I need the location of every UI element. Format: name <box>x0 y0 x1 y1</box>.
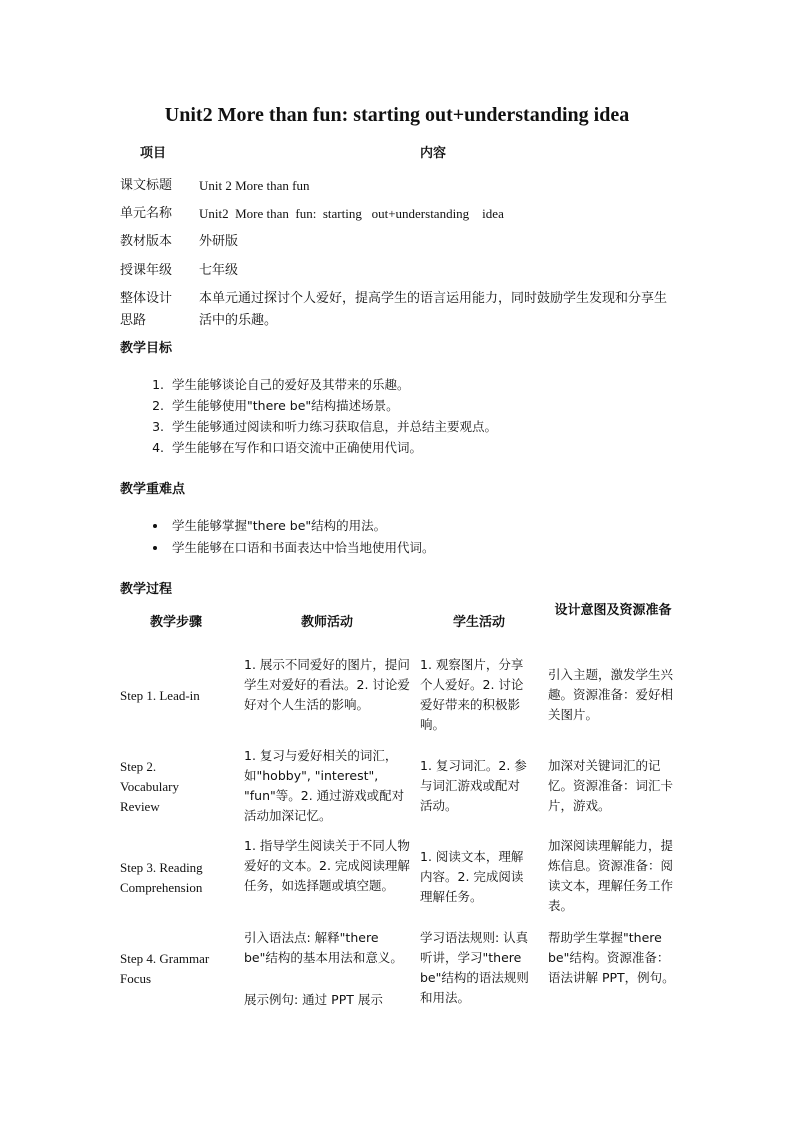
table-cell-student: 1. 观察图片，分享个人爱好。2. 讨论爱好带来的积极影响。 <box>420 657 524 732</box>
goals-heading: 教学目标 <box>120 341 173 356</box>
table-cell-teacher-continued: 展示例句: 通过 PPT 展示 <box>244 992 383 1007</box>
table-cell-teacher: 1. 复习与爱好相关的词汇，如"hobby", "interest", "fun"等。2. 通过游戏或配对活动加深记忆。 <box>244 748 405 823</box>
table-cell-student: 1. 阅读文本，理解内容。2. 完成阅读理解任务。 <box>420 849 524 904</box>
table-cell-step: Step 4. Grammar Focus <box>120 951 210 986</box>
goals-list <box>120 374 728 458</box>
column-header-student: 学生活动 <box>452 615 505 630</box>
info-label: 整体设计思路 <box>120 291 173 328</box>
table-cell-student: 1. 复习词汇。2. 参与词汇游戏或配对活动。 <box>420 758 527 813</box>
info-header-content: 内容 <box>420 146 447 161</box>
info-label: 单元名称 <box>120 206 173 221</box>
table-cell-intent: 引入主题，激发学生兴趣。资源准备：爱好相关图片。 <box>548 667 674 722</box>
page-title: Unit2 More than fun: starting out+understanding idea <box>164 104 630 126</box>
keypoints-list <box>120 515 728 559</box>
table-cell-intent: 加深阅读理解能力，提炼信息。资源准备：阅读文本，理解任务工作表。 <box>548 838 674 913</box>
table-cell-student: 学习语法规则: 认真听讲，学习"there be"结构的语法规则和用法。 <box>420 930 529 1005</box>
info-value: 外研版 <box>199 234 239 249</box>
table-cell-intent: 加深对关键词汇的记忆。资源准备：词汇卡片，游戏。 <box>548 758 674 813</box>
table-cell-teacher: 1. 展示不同爱好的图片，提问学生对爱好的看法。2. 讨论爱好对个人生活的影响。 <box>244 657 410 712</box>
list-item: • 学生能够掌握"there be"结构的用法。 <box>168 515 728 537</box>
info-header-item: 项目 <box>140 146 167 161</box>
keypoints-heading: 教学重难点 <box>120 482 186 497</box>
column-header-teacher: 教师活动 <box>300 615 353 630</box>
table-cell-step: Step 1. Lead-in <box>120 688 200 703</box>
info-value: 本单元通过探讨个人爱好，提高学生的语言运用能力，同时鼓励学生发现和分享生活中的乐趣。 <box>199 291 668 328</box>
table-cell-step: Step 2. Vocabulary Review <box>120 759 179 814</box>
process-heading: 教学过程 <box>120 582 173 597</box>
list-item: 3. 学生能够通过阅读和听力练习获取信息，并总结主要观点。 <box>168 416 728 437</box>
list-item: • 学生能够在口语和书面表达中恰当地使用代词。 <box>168 537 728 559</box>
info-label: 授课年级 <box>120 263 173 278</box>
table-cell-step: Step 3. Reading Comprehension <box>120 860 203 895</box>
info-value: Unit 2 More than fun <box>199 178 310 193</box>
column-header-step: 教学步骤 <box>149 615 202 630</box>
table-cell-teacher: 引入语法点: 解释"there be"结构的基本用法和意义。 <box>244 930 403 965</box>
column-header-intent: 设计意图及资源准备 <box>554 603 672 618</box>
info-label: 课文标题 <box>120 178 173 193</box>
list-item: 1. 学生能够谈论自己的爱好及其带来的乐趣。 <box>168 374 728 395</box>
table-cell-intent: 帮助学生掌握"there be"结构。资源准备：语法讲解 PPT，例句。 <box>548 930 675 985</box>
list-item: 4. 学生能够在写作和口语交流中正确使用代词。 <box>168 437 728 458</box>
list-item: 2. 学生能够使用"there be"结构描述场景。 <box>168 395 728 416</box>
info-value: Unit2 More than fun: starting out+understanding idea <box>199 206 504 221</box>
info-label: 教材版本 <box>120 234 173 249</box>
info-value: 七年级 <box>199 263 239 278</box>
table-cell-teacher: 1. 指导学生阅读关于不同人物爱好的文本。2. 完成阅读理解任务，如选择题或填空题。 <box>244 838 410 893</box>
